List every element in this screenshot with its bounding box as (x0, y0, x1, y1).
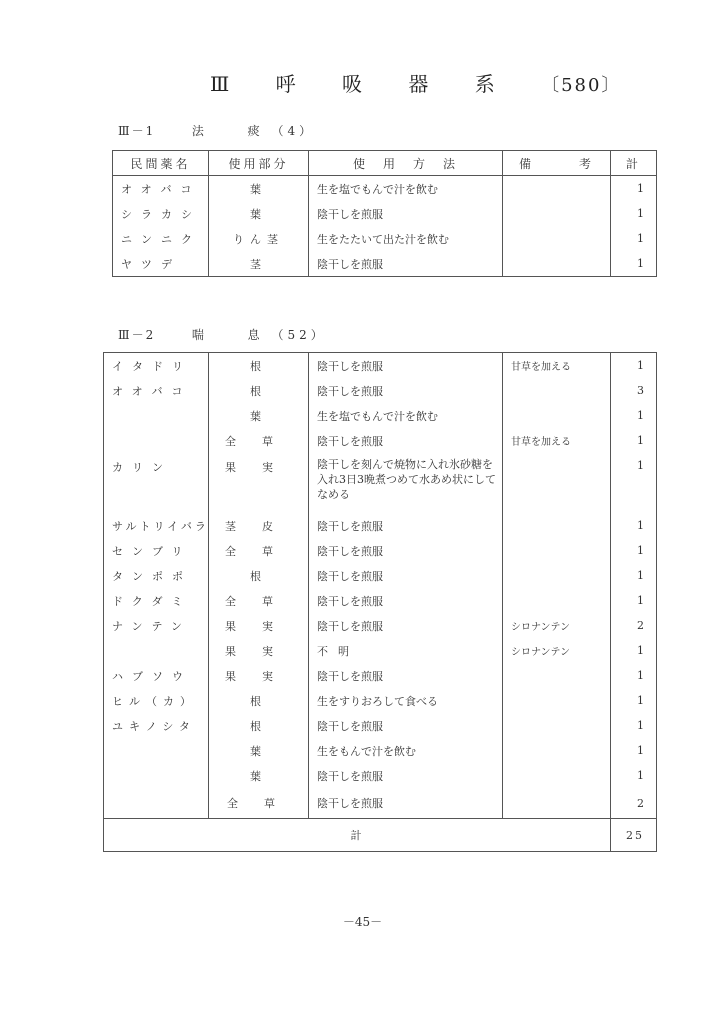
cell-name (104, 738, 209, 763)
cell-part: 根 (209, 713, 309, 738)
table-row (113, 226, 657, 251)
section1-title2: 痰 （4） (247, 124, 316, 138)
table-row (104, 403, 657, 428)
section1-number: Ⅲ－1 (118, 124, 156, 138)
cell-count: 1 (611, 251, 657, 277)
cell-part: 葉 (209, 738, 309, 763)
table-row (104, 638, 657, 663)
header-name: 民間薬名 (113, 151, 209, 176)
cell-part: 根 (209, 378, 309, 403)
cell-name: ハブソウ (104, 663, 209, 688)
table-row (104, 738, 657, 763)
table-row (104, 663, 657, 688)
table-row (104, 378, 657, 403)
total-label: 計 (104, 819, 611, 852)
cell-part: 果実 (209, 663, 309, 688)
cell-method: 陰干しを煎服 (309, 763, 503, 788)
table-row (104, 763, 657, 788)
cell-count: 1 (611, 763, 657, 788)
cell-count: 1 (611, 176, 657, 202)
cell-part: りん茎 (209, 226, 309, 251)
cell-count: 3 (611, 378, 657, 403)
cell-part: 根 (209, 353, 309, 379)
table-row (104, 788, 657, 819)
cell-method: 陰干しを煎服 (309, 588, 503, 613)
table-row (104, 538, 657, 563)
cell-note: シロナンテン (503, 613, 611, 638)
header-part: 使用部分 (209, 151, 309, 176)
cell-part: 根 (209, 563, 309, 588)
cell-note (503, 226, 611, 251)
cell-count: 1 (611, 403, 657, 428)
cell-method: 不明 (309, 638, 503, 663)
cell-note: 甘草を加える (503, 428, 611, 453)
section2-table (103, 352, 657, 852)
cell-name (104, 788, 209, 819)
cell-count: 1 (611, 201, 657, 226)
cell-part: 茎 (209, 251, 309, 277)
cell-note (503, 513, 611, 538)
cell-method: 生を塩でもんで汁を飲む (309, 176, 503, 202)
table-row (104, 453, 657, 513)
table-row (104, 613, 657, 638)
cell-part: 全草 (209, 538, 309, 563)
cell-count: 1 (611, 638, 657, 663)
cell-name: サルトリイバラ (104, 513, 209, 538)
total-row (104, 819, 657, 852)
cell-method: 生をすりおろして食べる (309, 688, 503, 713)
cell-count: 1 (611, 513, 657, 538)
cell-count: 2 (611, 788, 657, 819)
cell-note (503, 763, 611, 788)
cell-count: 1 (611, 563, 657, 588)
cell-count: 1 (611, 588, 657, 613)
cell-count: 1 (611, 226, 657, 251)
table-row (104, 428, 657, 453)
cell-method: 陰干しを煎服 (309, 513, 503, 538)
cell-note (503, 663, 611, 688)
cell-name (104, 428, 209, 453)
section2-title: 喘 (191, 328, 204, 342)
cell-name: ナンテン (104, 613, 209, 638)
table-row (113, 251, 657, 277)
table-row (104, 513, 657, 538)
cell-note (503, 563, 611, 588)
table-row (113, 201, 657, 226)
cell-note (503, 378, 611, 403)
cell-part: 果実 (209, 613, 309, 638)
section2-number: Ⅲ－2 (118, 328, 156, 342)
section2-title2: 息 （52） (247, 328, 327, 342)
cell-method: 陰干しを煎服 (309, 428, 503, 453)
cell-note (503, 688, 611, 713)
cell-method: 陰干しを煎服 (309, 201, 503, 226)
cell-note (503, 251, 611, 277)
cell-count: 1 (611, 663, 657, 688)
cell-name: シラカシ (113, 201, 209, 226)
cell-name: ドクダミ (104, 588, 209, 613)
cell-count: 2 (611, 613, 657, 638)
cell-method: 陰干しを煎服 (309, 713, 503, 738)
cell-part: 葉 (209, 403, 309, 428)
cell-part: 葉 (209, 763, 309, 788)
cell-part: 果実 (209, 453, 309, 513)
cell-name: カリン (104, 453, 209, 513)
cell-name (104, 638, 209, 663)
cell-note (503, 403, 611, 428)
cell-method: 陰干しを刻んで焼物に入れ氷砂糖を入れ3日3晩煮つめて水あめ状にしてなめる (309, 453, 503, 513)
cell-name: オオバコ (113, 176, 209, 202)
cell-method: 陰干しを煎服 (309, 538, 503, 563)
cell-note: シロナンテン (503, 638, 611, 663)
cell-part: 全草 (209, 428, 309, 453)
table-row (104, 588, 657, 613)
cell-name: イタドリ (104, 353, 209, 379)
cell-name: ヤツデ (113, 251, 209, 277)
cell-part: 茎皮 (209, 513, 309, 538)
total-count: 25 (611, 819, 657, 852)
cell-method: 陰干しを煎服 (309, 251, 503, 277)
table-row (104, 563, 657, 588)
cell-note (503, 453, 611, 513)
table-row (104, 353, 657, 379)
cell-part: 根 (209, 688, 309, 713)
cell-method: 生をもんで汁を飲む (309, 738, 503, 763)
cell-method: 生をたたいて出た汁を飲む (309, 226, 503, 251)
cell-count: 1 (611, 538, 657, 563)
cell-note (503, 176, 611, 202)
cell-name: オオバコ (104, 378, 209, 403)
header-count: 計 (611, 151, 657, 176)
cell-method: 生を塩でもんで汁を飲む (309, 403, 503, 428)
cell-count: 1 (611, 353, 657, 379)
title-main: Ⅲ 呼 吸 器 系 (210, 72, 515, 96)
cell-note (503, 538, 611, 563)
section1-heading (118, 122, 315, 139)
cell-part: 全草 (209, 788, 309, 819)
cell-part: 葉 (209, 176, 309, 202)
cell-count: 1 (611, 713, 657, 738)
table-row (104, 688, 657, 713)
cell-name: タンポポ (104, 563, 209, 588)
cell-note (503, 713, 611, 738)
cell-method: 陰干しを煎服 (309, 663, 503, 688)
cell-name: ユキノシタ (104, 713, 209, 738)
cell-name: ニンニク (113, 226, 209, 251)
table-row (113, 176, 657, 202)
table-row (104, 713, 657, 738)
cell-name: センブリ (104, 538, 209, 563)
cell-note: 甘草を加える (503, 353, 611, 379)
title-code: 〔580〕 (541, 75, 622, 96)
cell-note (503, 738, 611, 763)
cell-name: ヒル（カ） (104, 688, 209, 713)
cell-note (503, 201, 611, 226)
page-title (210, 68, 621, 97)
cell-count: 1 (611, 688, 657, 713)
cell-count: 1 (611, 428, 657, 453)
cell-method: 陰干しを煎服 (309, 353, 503, 379)
section1-table (112, 150, 657, 277)
cell-count: 1 (611, 453, 657, 513)
cell-method: 陰干しを煎服 (309, 563, 503, 588)
section2-heading (118, 326, 327, 343)
cell-name (104, 403, 209, 428)
page-number: －45－ (342, 915, 383, 929)
header-method: 使 用 方 法 (309, 151, 503, 176)
cell-method: 陰干しを煎服 (309, 788, 503, 819)
cell-note (503, 588, 611, 613)
cell-part: 葉 (209, 201, 309, 226)
cell-note (503, 788, 611, 819)
cell-method: 陰干しを煎服 (309, 378, 503, 403)
table-header-row (113, 151, 657, 176)
cell-name (104, 763, 209, 788)
section1-title: 法 (191, 124, 204, 138)
header-note: 備 考 (503, 151, 611, 176)
cell-part: 果実 (209, 638, 309, 663)
cell-part: 全草 (209, 588, 309, 613)
cell-count: 1 (611, 738, 657, 763)
cell-method: 陰干しを煎服 (309, 613, 503, 638)
